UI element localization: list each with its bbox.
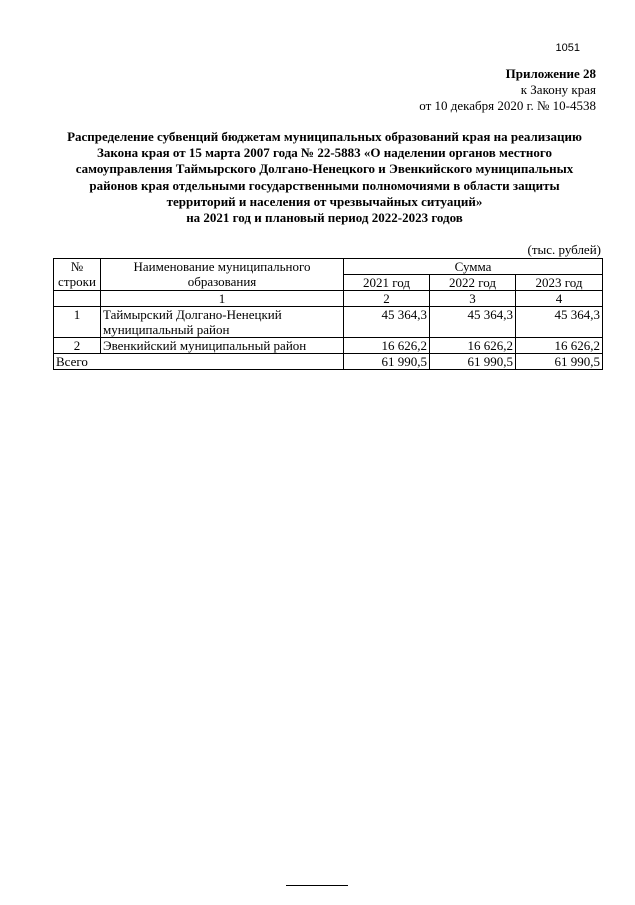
allocation-table [53,258,603,370]
column-number: 2 [344,291,430,307]
row-number: 2 [54,338,101,354]
header-year: 2022 год [430,275,516,291]
row-name-line: Таймырский Долгано-Ненецкий [103,307,282,322]
row-value-2021: 45 364,3 [344,307,430,338]
column-number: 3 [430,291,516,307]
title-line: на 2021 год и плановый период 2022-2023 годов [186,210,463,226]
header-sum: Сумма [344,259,603,275]
title-line: Закона края от 15 марта 2007 года № 22-5883 «О наделении органов местного [97,145,552,161]
total-value-2023: 61 990,5 [516,354,603,370]
row-value-2021: 16 626,2 [344,338,430,354]
row-value-2022: 45 364,3 [430,307,516,338]
header-row-number [54,259,101,291]
header-text: № [70,259,84,274]
column-number: 1 [101,291,344,307]
row-number: 1 [54,307,101,338]
appendix-date: от 10 декабря 2020 г. № 10-4538 [419,98,596,113]
appendix-block [419,66,596,114]
title-line: Распределение субвенций бюджетам муниципальных образований края на реализацию [67,129,582,144]
total-value-2021: 61 990,5 [344,354,430,370]
column-number: 4 [516,291,603,307]
header-year: 2023 год [516,275,603,291]
row-value-2023: 16 626,2 [516,338,603,354]
header-text: Наименование муниципального [133,259,311,274]
row-name-line: муниципальный район [103,322,230,337]
document-title [52,129,597,226]
table-row [54,338,603,354]
header-row [54,259,603,275]
title-line: территорий и населения от чрезвычайных ситуаций» [166,193,483,209]
table-row [54,307,603,338]
row-value-2022: 16 626,2 [430,338,516,354]
appendix-title: Приложение 28 [505,66,596,81]
total-label: Всего [54,354,344,370]
header-text: образования [187,274,257,289]
row-name: Эвенкийский муниципальный район [101,338,344,354]
column-numbers-row [54,291,603,307]
page-number: 1051 [555,42,580,54]
row-value-2023: 45 364,3 [516,307,603,338]
column-number [54,291,101,307]
title-line: районов края отдельными государственными полномочиями в области защиты [89,177,560,193]
title-line: самоуправления Таймырского Долгано-Ненецкого и Эвенкийского муниципальных [75,161,574,177]
total-row [54,354,603,370]
header-year: 2021 год [344,275,430,291]
header-name [101,259,344,291]
appendix-reference: к Закону края [520,82,596,97]
header-text: строки [58,274,96,289]
footer-divider [286,885,348,886]
row-name [101,307,344,338]
units-label: (тыс. рублей) [527,242,601,257]
total-value-2022: 61 990,5 [430,354,516,370]
